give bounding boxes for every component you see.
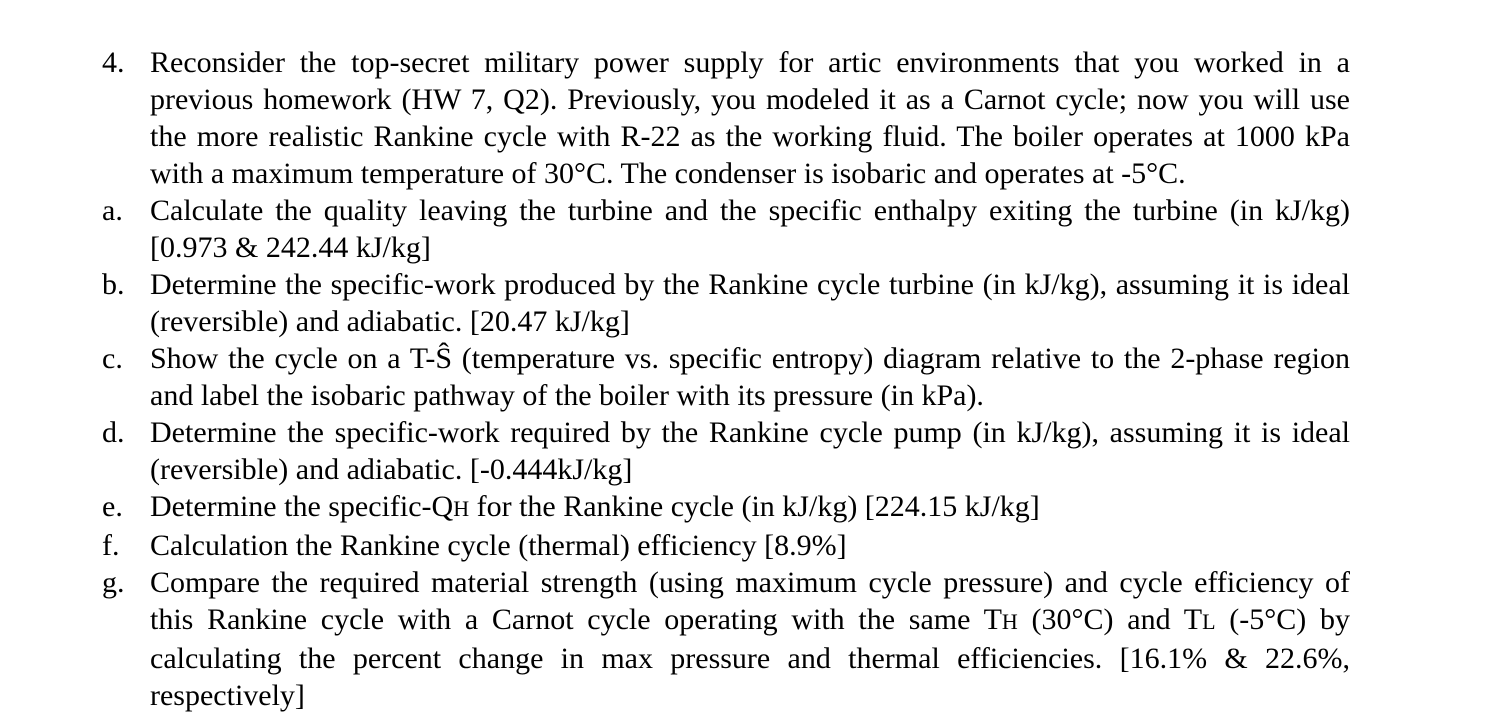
part-letter: b. [102,268,125,301]
problem-document [102,44,1350,714]
problem-number: 4. [102,46,125,79]
problem-parts-list [102,192,1350,714]
part-text: Determine the specific-work required by the Rankine cycle pump (in kJ/kg), assuming it is ideal (reversible) and adiabatic. [-0.444kJ/kg] [150,416,1350,486]
part-text: Show the cycle on a T-Ŝ (temperature vs. specific entropy) diagram relative to the 2-phase region and label the isobaric pathway of the boiler with its pressure (in kPa). [150,342,1350,412]
part-text [150,564,1350,714]
subscript-h: H [1001,609,1018,634]
part-text-segment: for the Rankine cycle (in kJ/kg) [224.15 kJ/kg] [469,490,1040,523]
part-letter: f. [102,529,120,562]
part-letter: g. [102,566,125,599]
subscript-l: L [1202,609,1216,634]
part-f [102,527,1350,564]
part-d [102,414,1350,488]
part-text: Calculate the quality leaving the turbine and the specific enthalpy exiting the turbine (in kJ/kg) [0.973 & 242.44 kJ/kg] [150,194,1350,264]
subscript-h: H [453,496,470,521]
part-text: Calculation the Rankine cycle (thermal) efficiency [8.9%] [150,529,847,562]
part-text-segment: (-5°C) by calculating the percent change in max pressure and thermal efficiencies. [16.1% & 22.6%, respectively] [150,603,1350,712]
part-letter: c. [102,342,123,375]
part-c [102,340,1350,414]
part-letter: a. [102,194,123,227]
problem-statement [102,44,1350,192]
part-text-segment: (30°C) and T [1017,603,1203,636]
part-text [150,488,1350,527]
part-text: Determine the specific-work produced by the Rankine cycle turbine (in kJ/kg), assuming it is ideal (reversible) and adiabatic. [20.47 kJ/kg] [150,268,1350,338]
part-letter: d. [102,416,125,449]
part-g [102,564,1350,714]
problem-stem: Reconsider the top-secret military power supply for artic environments that you worked in a previous homework (HW 7, Q2). Previously, you modeled it as a Carnot cycle; now you will use the more realistic Rankine cycle with R-22 as the working fluid. The boiler operates at 1000 kPa with a maximum temperature of 30°C. The condenser is isobaric and operates at -5°C. [150,46,1350,190]
part-text-segment: Determine the specific-Q [150,490,454,523]
part-letter: e. [102,490,123,523]
part-text-segment: Compare the required material strength (using maximum cycle pressure) and cycle efficiency of this Rankine cycle with a Carnot cycle operating with the same T [150,566,1350,636]
part-a [102,192,1350,266]
part-e [102,488,1350,527]
part-b [102,266,1350,340]
